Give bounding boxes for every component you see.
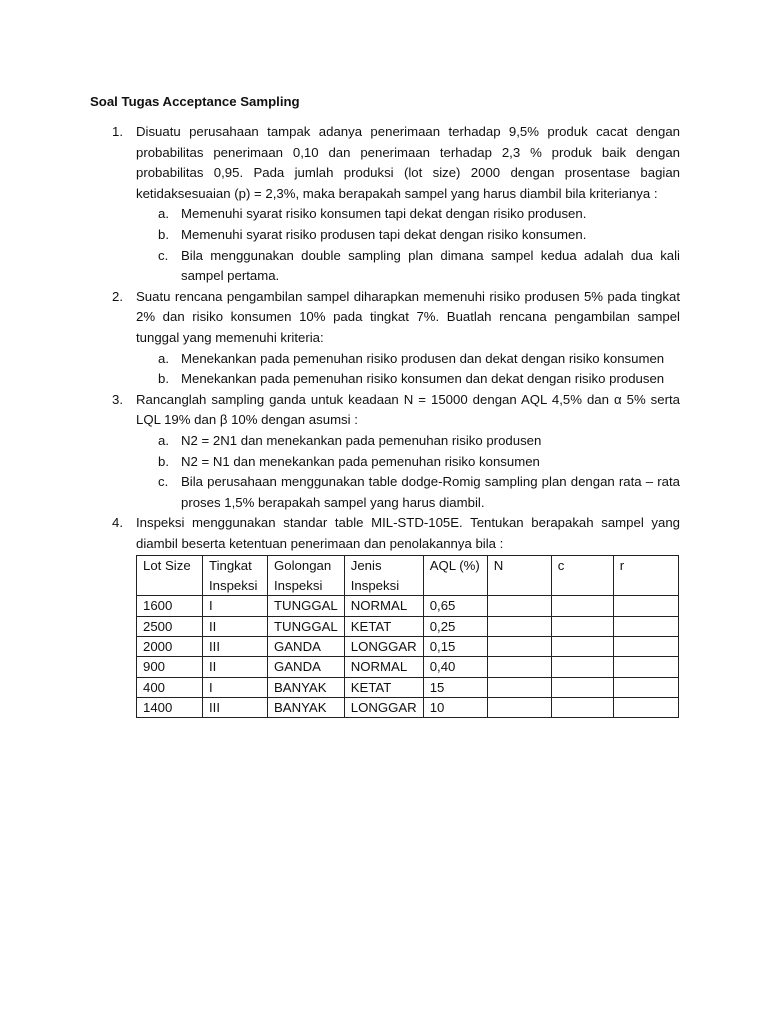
- cell-jenis: KETAT: [344, 616, 423, 636]
- question-number: 4.: [112, 515, 123, 531]
- sub-text: Menekankan pada pemenuhan risiko produsen dan dekat dengan risiko konsumen: [181, 350, 665, 366]
- cell-lot-size: 400: [137, 677, 203, 697]
- cell-lot-size: 900: [137, 657, 203, 677]
- cell-r: [613, 677, 678, 697]
- cell-golongan: TUNGGAL: [268, 596, 345, 616]
- cell-r: [613, 657, 678, 677]
- table-row: [137, 697, 679, 717]
- cell-n: [487, 657, 551, 677]
- question-list: [90, 122, 680, 718]
- cell-jenis: NORMAL: [344, 657, 423, 677]
- cell-lot-size: 1400: [137, 697, 203, 717]
- sub-question-1c: [136, 246, 680, 287]
- table-row: [137, 677, 679, 697]
- sub-question-1a: [136, 204, 680, 225]
- cell-n: [487, 677, 551, 697]
- sub-letter: c.: [158, 474, 169, 490]
- cell-jenis: LONGGAR: [344, 637, 423, 657]
- sub-text: Memenuhi syarat risiko produsen tapi dekat dengan risiko konsumen.: [181, 226, 587, 242]
- sub-letter: a.: [158, 350, 169, 366]
- question-number: 3.: [112, 391, 123, 407]
- sub-letter: a.: [158, 206, 169, 222]
- sub-letter: b.: [158, 371, 169, 387]
- sub-question-2b: [136, 369, 680, 390]
- sub-text: Memenuhi syarat risiko konsumen tapi dekat dengan risiko produsen.: [181, 206, 587, 222]
- cell-c: [551, 657, 613, 677]
- cell-golongan: BANYAK: [268, 677, 345, 697]
- cell-r: [613, 596, 678, 616]
- cell-n: [487, 697, 551, 717]
- header-n: N: [487, 556, 551, 596]
- question-4: [90, 513, 680, 718]
- cell-tingkat: II: [203, 616, 268, 636]
- sub-letter: a.: [158, 432, 169, 448]
- header-tingkat-inspeksi: Tingkat Inspeksi: [203, 556, 268, 596]
- cell-c: [551, 697, 613, 717]
- cell-tingkat: II: [203, 657, 268, 677]
- table-row: [137, 596, 679, 616]
- header-aql: AQL (%): [423, 556, 487, 596]
- cell-aql: 0,15: [423, 637, 487, 657]
- cell-c: [551, 637, 613, 657]
- sub-question-1b: [136, 225, 680, 246]
- cell-r: [613, 616, 678, 636]
- question-text: Rancanglah sampling ganda untuk keadaan N = 15000 dengan AQL 4,5% dan α 5% serta LQL 19% dan β 10% dengan asumsi :: [136, 391, 680, 428]
- cell-jenis: NORMAL: [344, 596, 423, 616]
- question-number: 2.: [112, 288, 123, 304]
- cell-aql: 0,40: [423, 657, 487, 677]
- document-title: Soal Tugas Acceptance Sampling: [90, 94, 300, 109]
- sub-text: Menekankan pada pemenuhan risiko konsumen dan dekat dengan risiko produsen: [181, 371, 665, 387]
- cell-n: [487, 596, 551, 616]
- header-c: c: [551, 556, 613, 596]
- cell-r: [613, 637, 678, 657]
- sub-letter: b.: [158, 453, 169, 469]
- cell-lot-size: 1600: [137, 596, 203, 616]
- question-text: Suatu rencana pengambilan sampel diharapkan memenuhi risiko produsen 5% pada tingkat 2% dan risiko konsumen 10% pada tingkat 7%. Buatlah rencana pengambilan sampel tunggal yang memenuhi kriteria:: [136, 288, 680, 345]
- sub-question-3a: [136, 431, 680, 452]
- cell-r: [613, 697, 678, 717]
- cell-jenis: LONGGAR: [344, 697, 423, 717]
- table-row: [137, 657, 679, 677]
- cell-aql: 15: [423, 677, 487, 697]
- header-lot-size: Lot Size: [137, 556, 203, 596]
- question-1: [90, 122, 680, 287]
- cell-lot-size: 2000: [137, 637, 203, 657]
- sub-text: Bila perusahaan menggunakan table dodge-Romig sampling plan dengan rata – rata proses 1,5% berapakah sampel yang harus diambil.: [181, 474, 680, 510]
- sub-text: N2 = 2N1 dan menekankan pada pemenuhan risiko produsen: [181, 432, 542, 448]
- cell-aql: 10: [423, 697, 487, 717]
- question-2: [90, 287, 680, 390]
- sub-text: N2 = N1 dan menekankan pada pemenuhan risiko konsumen: [181, 453, 540, 469]
- header-jenis-inspeksi: Jenis Inspeksi: [344, 556, 423, 596]
- cell-tingkat: I: [203, 677, 268, 697]
- cell-n: [487, 637, 551, 657]
- cell-jenis: KETAT: [344, 677, 423, 697]
- cell-c: [551, 596, 613, 616]
- cell-golongan: GANDA: [268, 637, 345, 657]
- cell-tingkat: III: [203, 697, 268, 717]
- inspection-table: [136, 555, 679, 718]
- table-header-row: [137, 556, 679, 596]
- sub-question-3c: [136, 472, 680, 513]
- question-number: 1.: [112, 124, 123, 139]
- header-golongan-inspeksi: Golongan Inspeksi: [268, 556, 345, 596]
- table-row: [137, 616, 679, 636]
- sub-letter: b.: [158, 226, 169, 242]
- cell-c: [551, 677, 613, 697]
- question-text: Disuatu perusahaan tampak adanya penerimaan terhadap 9,5% produk cacat dengan probabilitas penerimaan 0,10 dan penerimaan terhadap 2,3 % produk baik dengan probabilitas 0,95. Pada jumlah produksi (lot size) 2000 dengan prosentase bagian ketidaksesuaian (p) = 2,3%, maka berapakah sampel yang harus diambil bila kriterianya :: [136, 124, 680, 201]
- cell-golongan: GANDA: [268, 657, 345, 677]
- sub-question-2a: [136, 349, 680, 370]
- header-r: r: [613, 556, 678, 596]
- sub-letter: c.: [158, 247, 169, 263]
- cell-c: [551, 616, 613, 636]
- cell-n: [487, 616, 551, 636]
- sub-text: Bila menggunakan double sampling plan dimana sampel kedua adalah dua kali sampel pertama.: [181, 247, 680, 284]
- question-3: [90, 390, 680, 514]
- cell-tingkat: I: [203, 596, 268, 616]
- cell-golongan: TUNGGAL: [268, 616, 345, 636]
- cell-lot-size: 2500: [137, 616, 203, 636]
- cell-aql: 0,25: [423, 616, 487, 636]
- cell-aql: 0,65: [423, 596, 487, 616]
- cell-tingkat: III: [203, 637, 268, 657]
- table-row: [137, 637, 679, 657]
- cell-golongan: BANYAK: [268, 697, 345, 717]
- sub-question-3b: [136, 452, 680, 473]
- question-text: Inspeksi menggunakan standar table MIL-STD-105E. Tentukan berapakah sampel yang diambil beserta ketentuan penerimaan dan penolakannya bila :: [136, 515, 680, 551]
